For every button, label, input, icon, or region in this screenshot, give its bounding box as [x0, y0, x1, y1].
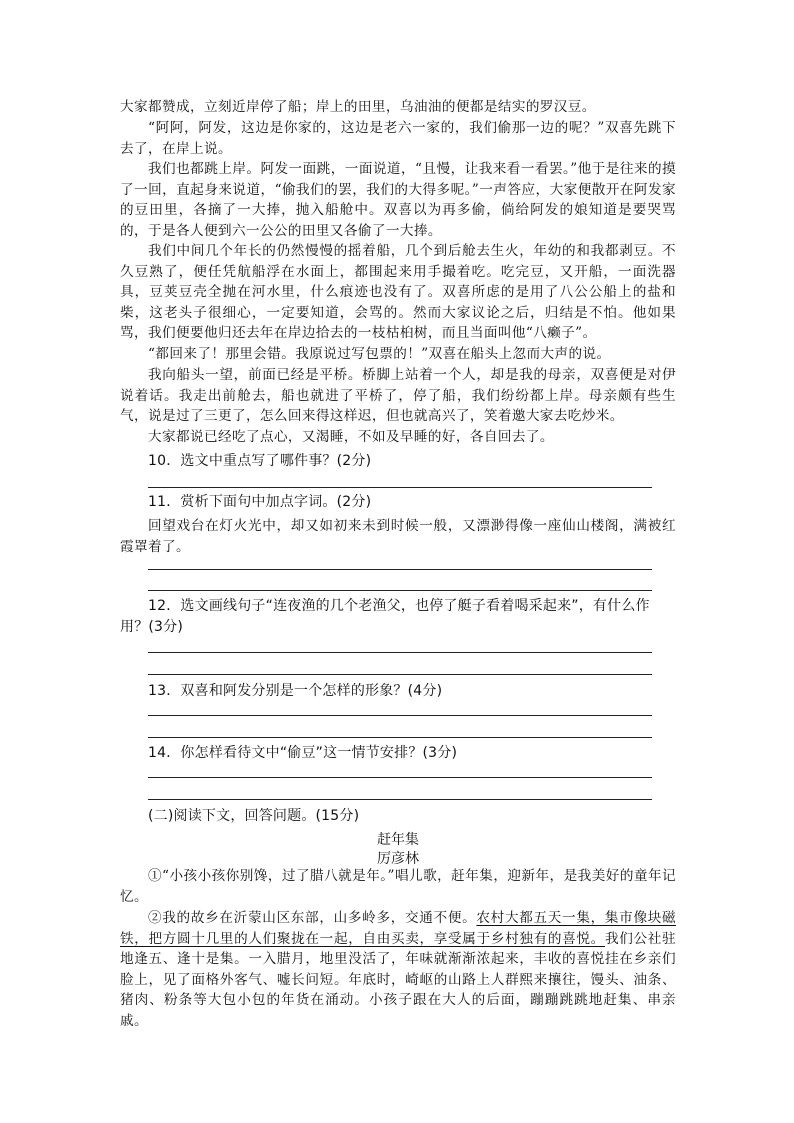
- underlined-sentence: 农村大都五天一集，集市像块磁铁，把方圆十几里的人们聚拢在一起，自由买卖，享受属于乡村独有的喜悦。: [120, 910, 676, 947]
- answer-line[interactable]: [148, 652, 652, 653]
- section-2-heading: (二)阅读下文，回答问题。(15分): [148, 808, 360, 824]
- question-10: 10．选文中重点写了哪件事？(2分): [148, 453, 372, 469]
- question-13: 13．双喜和阿发分别是一个怎样的形象？(4分): [148, 683, 443, 699]
- article-paragraph-2-text-continued: 我们公社驻地逢五、逢十是集。一入腊月，地里没活了，年味就渐渐浓起来，丰收的喜悦挂在乡亲们脸上，见了面格外客气、嘘长问短。年底时，崎岖的山路上人群熙来攘往，馒头、油条、猪肉、粉条等大包小包的年货在涌动。小孩子跟在大人的后面，蹦蹦跳跳地赶集、串亲戚。: [120, 930, 676, 1029]
- question-14: 14．你怎样看待文中“偷豆”这一情节安排？(3分): [148, 745, 458, 761]
- article-title: 赶年集: [377, 832, 419, 848]
- answer-line[interactable]: [148, 777, 652, 778]
- passage-paragraph-4: 我们中间几个年长的仍然慢慢的摇着船，几个到后舱去生火，年幼的和我都剥豆。不久豆熟了，便任凭航船浮在水面上，都围起来用手撮着吃。吃完豆，又开船，一面洗器具，豆荚豆壳全抛在河水里，什么痕迹也没有了。双喜所虑的是用了八公公船上的盐和柴，这老头子很细心，一定要知道，会骂的。然而大家议论之后，归结是不怕。他如果骂，我们便要他归还去年在岸边拾去的一枝枯桕树，而且当面叫他“八癞子”。: [120, 243, 676, 341]
- passage-paragraph-2: “阿阿，阿发，这边是你家的，这边是老六一家的，我们偷那一边的呢？”双喜先跳下去了，在岸上说。: [120, 120, 676, 157]
- question-12: 12．选文画线句子“连夜渔的几个老渔父，也停了艇子看着喝采起来”，有什么作用？(3分): [120, 598, 650, 635]
- passage-paragraph-7: 大家都说已经吃了点心，又渴睡，不如及早睡的好，各自回去了。: [148, 429, 554, 445]
- article-paragraph-1: ①“小孩小孩你别馋，过了腊八就是年。”唱儿歌，赶年集，迎新年，是我美好的童年记忆。: [120, 868, 676, 905]
- answer-line[interactable]: [148, 674, 652, 675]
- passage-paragraph-3: 我们也都跳上岸。阿发一面跳，一面说道，“且慢，让我来看一看罢。”他于是往来的摸了一回，直起身来说道，“偷我们的罢，我们的大得多呢。”一声答应，大家便散开在阿发家的豆田里，各摘了一大捧，抛入船舱中。双喜以为再多偷，倘给阿发的娘知道是要哭骂的，于是各人便到六一公公的田里又各偷了一大捧。: [120, 161, 676, 239]
- answer-line[interactable]: [148, 799, 652, 800]
- answer-line[interactable]: [148, 737, 652, 738]
- question-11: 11．赏析下面句中加点字词。(2分): [148, 494, 372, 510]
- passage-paragraph-1: 大家都赞成，立刻近岸停了船；岸上的田里，乌油油的便都是结实的罗汉豆。: [120, 99, 596, 115]
- article-paragraph-2: [120, 908, 676, 1031]
- answer-line[interactable]: [148, 487, 652, 488]
- article-author: 厉彦林: [377, 851, 419, 867]
- question-11-quote: 回望戏台在灯火光中，却又如初来未到时候一般，又漂渺得像一座仙山楼阁，满被红霞罩着了。: [120, 518, 676, 555]
- answer-line[interactable]: [148, 590, 652, 591]
- passage-paragraph-5: “都回来了！那里会错。我原说过写包票的！”双喜在船头上忽而大声的说。: [148, 346, 611, 362]
- answer-line[interactable]: [148, 569, 652, 570]
- article-paragraph-2-text: ②我的故乡在沂蒙山区东部，山多岭多，交通不便。: [148, 910, 477, 926]
- answer-line[interactable]: [148, 715, 652, 716]
- passage-paragraph-6: 我向船头一望，前面已经是平桥。桥脚上站着一个人，却是我的母亲，双喜便是对伊说着话。我走出前舱去，船也就进了平桥了，停了船，我们纷纷都上岸。母亲颇有些生气，说是过了三更了，怎么回来得这样迟，但也就高兴了，笑着邀大家去吃炒米。: [120, 367, 676, 424]
